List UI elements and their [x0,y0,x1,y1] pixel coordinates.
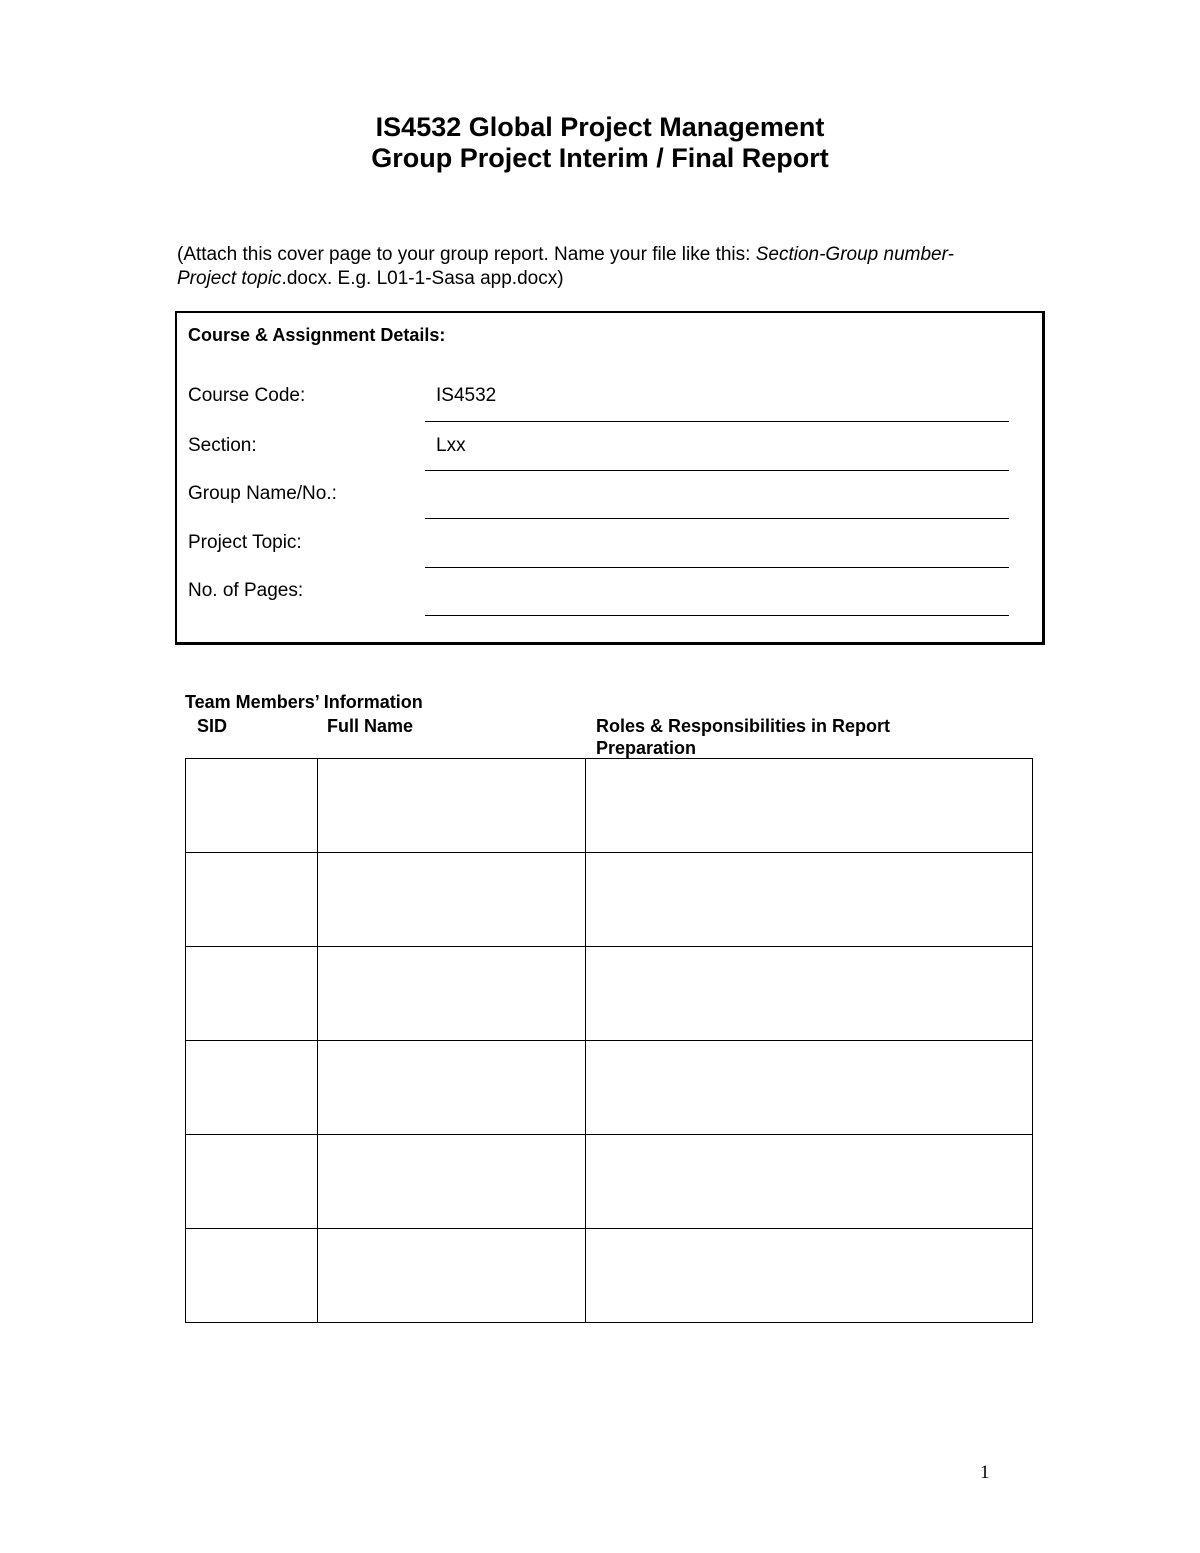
team-heading: Team Members’ Information [185,692,423,712]
pages-line [425,615,1009,616]
project-topic-line [425,567,1009,568]
table-row [186,947,1033,1041]
table-row [186,1135,1033,1229]
instructions-prefix: (Attach this cover page to your group report. Name your file like this: [177,244,756,265]
full-name-cell[interactable] [318,1041,586,1135]
full-name-cell[interactable] [318,947,586,1041]
roles-cell[interactable] [586,1135,1033,1229]
full-name-cell[interactable] [318,853,586,947]
sid-cell[interactable] [186,759,318,853]
column-header-sid: SID [197,716,228,736]
team-members-table [185,758,1033,1323]
table-row [186,1229,1033,1323]
table-row [186,853,1033,947]
course-code-line [425,421,1009,422]
sid-cell[interactable] [186,1135,318,1229]
document-subtitle: Group Project Interim / Final Report [371,143,829,173]
details-heading: Course & Assignment Details: [188,325,446,345]
sid-cell[interactable] [186,1229,318,1323]
full-name-cell[interactable] [318,759,586,853]
sid-cell[interactable] [186,1041,318,1135]
full-name-cell[interactable] [318,1135,586,1229]
instructions [177,243,1007,291]
roles-cell[interactable] [586,947,1033,1041]
roles-cell[interactable] [586,853,1033,947]
full-name-cell[interactable] [318,1229,586,1323]
project-topic-label: Project Topic: [188,532,302,553]
table-row [186,759,1033,853]
roles-cell[interactable] [586,1041,1033,1135]
page-number: 1 [980,1462,990,1483]
roles-cell[interactable] [586,1229,1033,1323]
group-name-line [425,518,1009,519]
course-details-box [175,311,1045,645]
document-title: IS4532 Global Project Management [375,112,825,142]
roles-cell[interactable] [586,759,1033,853]
group-name-label: Group Name/No.: [188,483,337,504]
column-header-full-name: Full Name [327,716,414,736]
sid-cell[interactable] [186,947,318,1041]
section-value[interactable]: Lxx [436,435,466,456]
instructions-suffix: .docx. E.g. L01-1-Sasa app.docx) [281,268,564,289]
course-code-label: Course Code: [188,385,306,406]
course-code-value[interactable]: IS4532 [436,385,497,406]
instructions-format: Section-Group number-Project topic [177,244,954,289]
column-header-roles: Roles & Responsibilities in Report Preparation [596,716,891,758]
pages-label: No. of Pages: [188,580,304,601]
sid-cell[interactable] [186,853,318,947]
table-row [186,1041,1033,1135]
section-line [425,470,1009,471]
section-label: Section: [188,435,257,456]
